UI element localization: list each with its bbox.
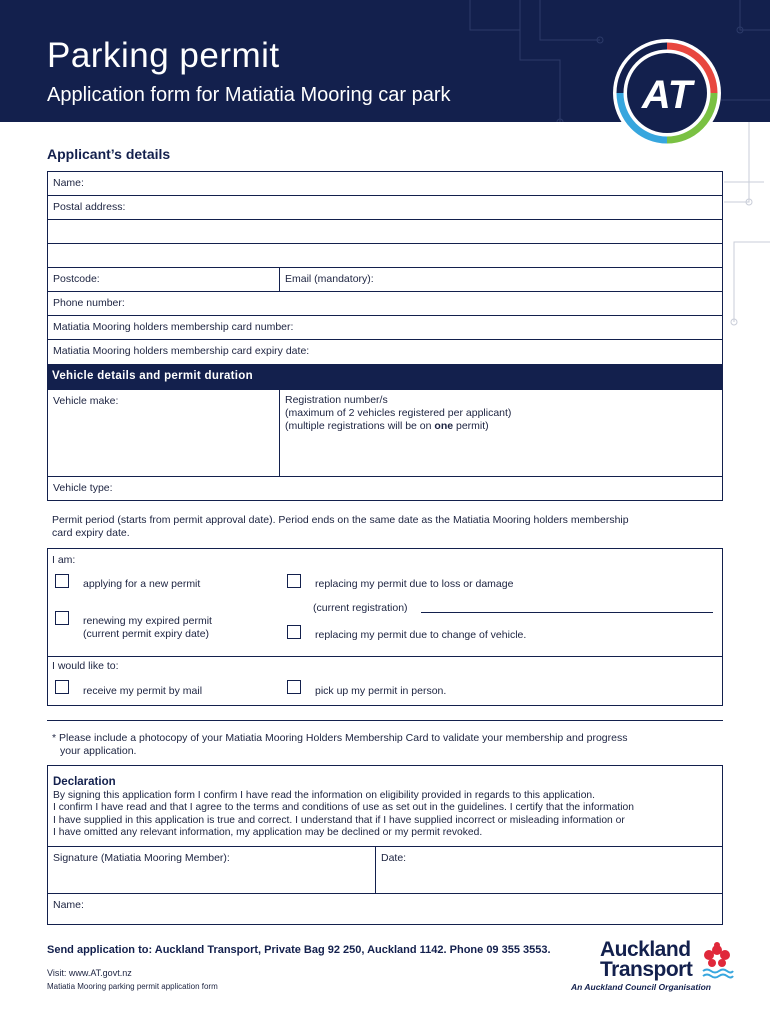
registration-label [285, 394, 511, 433]
phone-field[interactable] [47, 291, 723, 316]
name-field[interactable] [47, 171, 723, 196]
options-divider [47, 656, 723, 657]
applicant-section-title: Applicant’s details [47, 146, 171, 162]
auckland-transport-wordmark [600, 940, 692, 980]
svg-text:AT: AT [641, 73, 693, 117]
field-divider [279, 268, 280, 291]
name-label: Name: [53, 177, 84, 189]
declaration-line-2: I confirm I have read and that I agree to the terms and conditions of use as set out in the guidelines. I certify that the information [53, 802, 634, 814]
photocopy-note [52, 732, 627, 758]
permit-period-line-1: Permit period (starts from permit approval date). Period ends on the same date as the Matiatia Mooring holders membership [52, 514, 629, 526]
photocopy-note-line-2: your application. [60, 745, 137, 757]
pohutukawa-flower-icon [700, 940, 734, 980]
field-divider [375, 847, 376, 893]
vehicle-make-registration-row [47, 389, 723, 477]
signature-label: Signature (Matiatia Mooring Member): [53, 852, 230, 864]
postal-address-line-2[interactable] [47, 219, 723, 244]
postcode-label: Postcode: [53, 273, 100, 285]
postal-address-line-3[interactable] [47, 243, 723, 268]
website-text: Visit: www.AT.govt.nz [47, 968, 132, 978]
signature-date-row [47, 846, 723, 894]
registration-note-part-1: (multiple registrations will be on [285, 420, 435, 432]
renew-permit-checkbox[interactable] [55, 611, 69, 625]
replace-loss-label: replacing my permit due to loss or damage [315, 578, 514, 590]
renew-permit-line-1: renewing my expired permit [83, 615, 212, 627]
brand-line-1: Auckland [600, 938, 691, 961]
would-like-label: I would like to: [52, 660, 119, 672]
by-mail-checkbox[interactable] [55, 680, 69, 694]
permit-period-line-2: card expiry date. [52, 527, 130, 539]
registration-note-part-2: permit) [453, 420, 489, 432]
registration-note-emphasis: one [434, 420, 454, 432]
card-expiry-label: Matiatia Mooring holders membership card expiry date: [53, 345, 310, 357]
replace-vehicle-checkbox[interactable] [287, 625, 301, 639]
new-permit-label: applying for a new permit [83, 578, 201, 590]
declaration-name-label: Name: [53, 899, 84, 911]
renew-permit-line-2: (current permit expiry date) [83, 628, 210, 640]
registration-label-line-3 [285, 420, 511, 433]
page-title: Parking permit [47, 36, 280, 75]
declaration-title: Declaration [53, 776, 116, 788]
vehicle-type-label: Vehicle type: [53, 482, 113, 494]
postcode-email-row [47, 267, 723, 292]
at-logo-icon [612, 38, 722, 148]
send-application-text: Send application to: Auckland Transport, Private Bag 92 250, Auckland 1142. Phone 09 355 3553. [47, 944, 551, 956]
note-divider [47, 720, 723, 721]
brand-tagline: An Auckland Council Organisation [571, 982, 711, 992]
brand-line-2: Transport [600, 958, 693, 981]
email-label: Email (mandatory): [285, 273, 374, 285]
declaration-box [47, 765, 723, 847]
form-name-text: Matiatia Mooring parking permit application form [47, 982, 218, 991]
postal-address-field[interactable] [47, 195, 723, 220]
field-divider [279, 390, 280, 476]
date-label: Date: [381, 852, 407, 864]
new-permit-checkbox[interactable] [55, 574, 69, 588]
card-number-label: Matiatia Mooring holders membership card number: [53, 321, 294, 333]
i-am-label: I am: [52, 554, 76, 566]
photocopy-note-line-1: * Please include a photocopy of your Matiatia Mooring Holders Membership Card to validate your membership and progress [52, 732, 628, 744]
replace-loss-checkbox[interactable] [287, 574, 301, 588]
declaration-text [53, 790, 634, 839]
by-mail-label: receive my permit by mail [83, 685, 203, 697]
vehicle-type-field[interactable] [47, 476, 723, 501]
pick-up-checkbox[interactable] [287, 680, 301, 694]
card-number-field[interactable] [47, 315, 723, 340]
phone-label: Phone number: [53, 297, 125, 309]
renew-permit-label [83, 615, 212, 641]
card-expiry-field[interactable] [47, 339, 723, 365]
page-subtitle: Application form for Matiatia Mooring car park [47, 84, 451, 106]
replace-vehicle-label: replacing my permit due to change of vehicle. [315, 629, 527, 641]
declaration-line-1: By signing this application form I confirm I have read the information on eligibility provided in regards to this application. [53, 790, 596, 801]
vehicle-make-label: Vehicle make: [53, 395, 119, 407]
postal-address-label: Postal address: [53, 201, 126, 213]
current-registration-input[interactable] [421, 612, 713, 613]
registration-label-line-1: Registration number/s [285, 394, 388, 406]
vehicle-section-title: Vehicle details and permit duration [47, 365, 723, 389]
declaration-line-3: I have supplied in this application is true and correct. I understand that if I have supplied incorrect or misleading information or [53, 814, 625, 826]
current-registration-label: (current registration) [313, 602, 408, 614]
permit-period-text [52, 514, 629, 540]
registration-label-line-2: (maximum of 2 vehicles registered per applicant) [285, 407, 512, 419]
side-circuit-decoration [724, 122, 770, 342]
declaration-name-field[interactable] [47, 893, 723, 925]
pick-up-label: pick up my permit in person. [315, 685, 447, 697]
declaration-line-4: I have omitted any relevant information, my application may be declined or my permit revoked. [53, 826, 483, 838]
